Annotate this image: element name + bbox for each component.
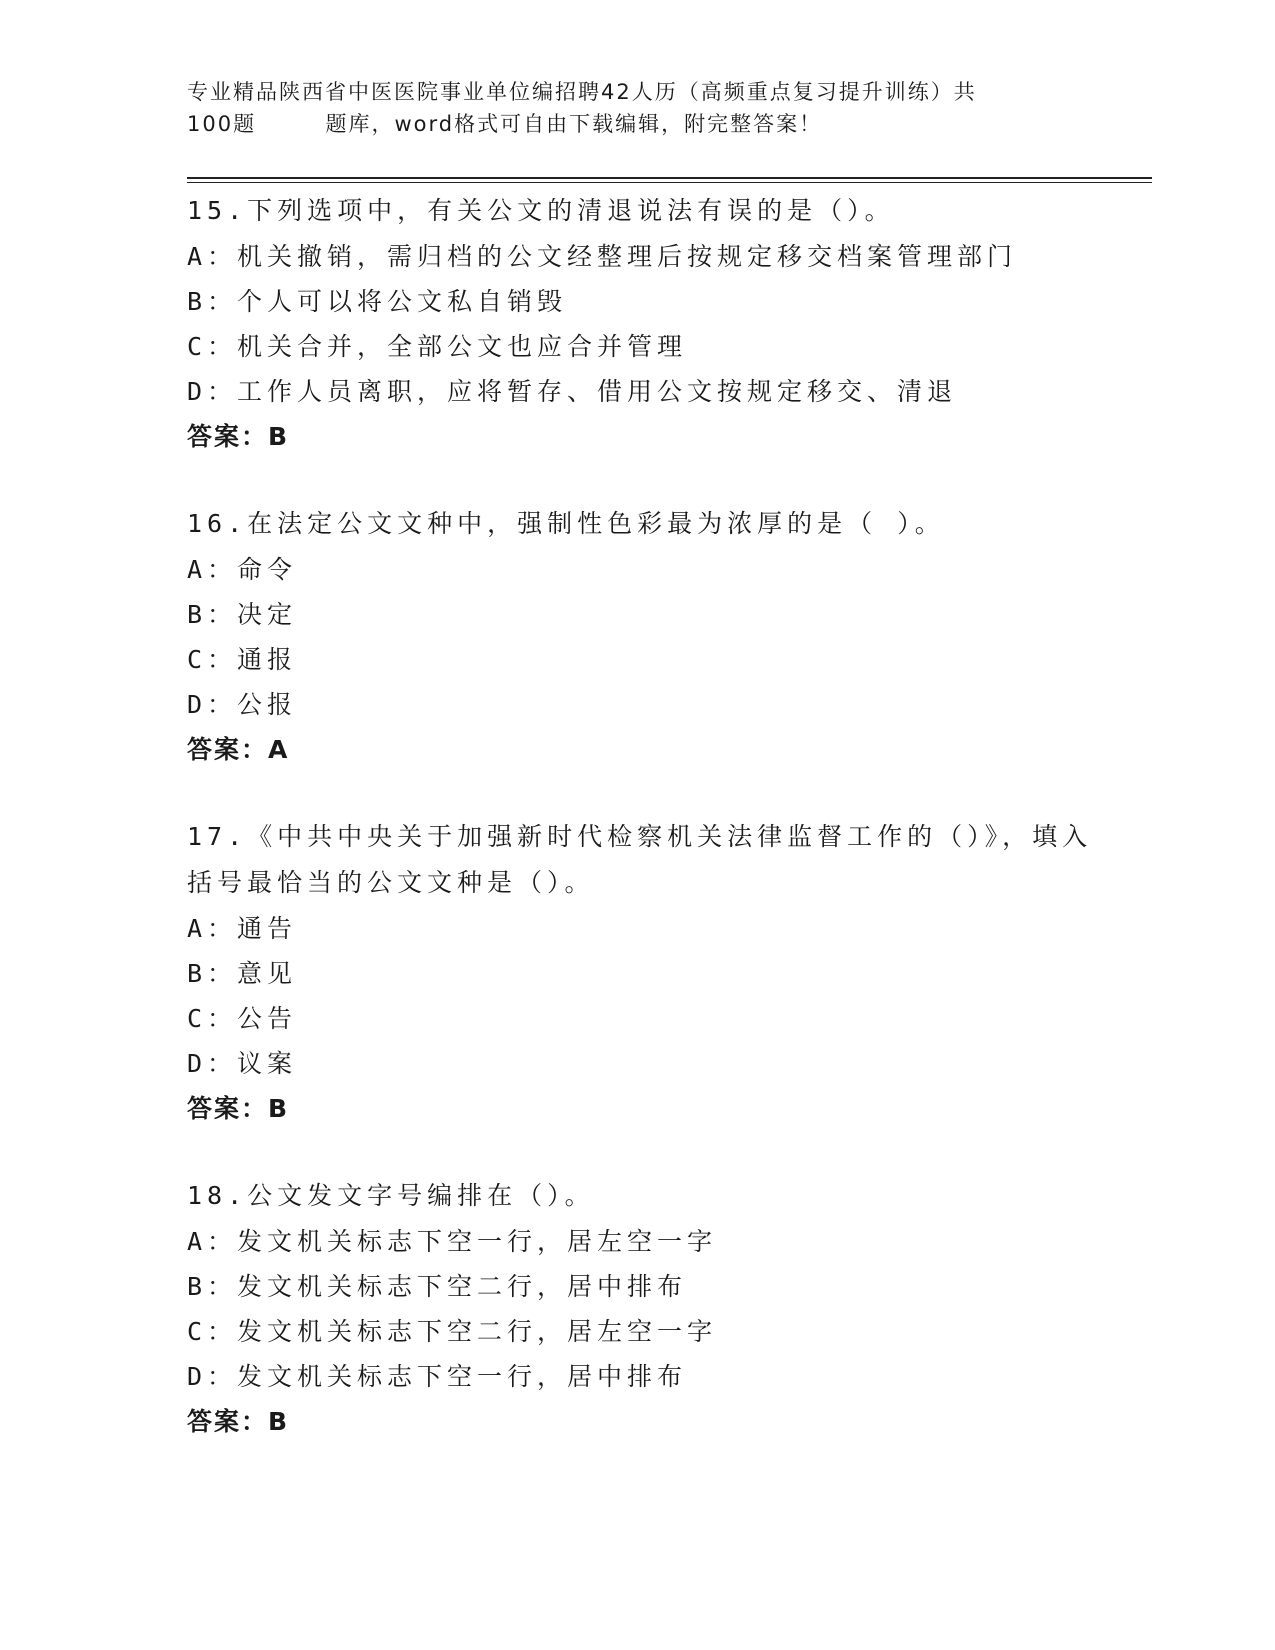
question-16 bbox=[187, 501, 1147, 773]
option-b: B：决定 bbox=[187, 600, 298, 629]
answer: 答案：A bbox=[187, 735, 290, 764]
question-stem: 16.在法定公文文种中，强制性色彩最为浓厚的是（ ）。 bbox=[187, 509, 945, 538]
option-a: A：通告 bbox=[187, 914, 298, 943]
question-stem: 18.公文发文字号编排在（）。 bbox=[187, 1181, 595, 1210]
question-stem-continued: 括号最恰当的公文文种是（）。 bbox=[187, 868, 595, 897]
option-c: C：公告 bbox=[187, 1004, 298, 1033]
header-line-1: 专业精品陕西省中医医院事业单位编招聘42人历（高频重点复习提升训练）共 bbox=[187, 80, 977, 104]
question-17 bbox=[187, 814, 1147, 1132]
document-header bbox=[187, 76, 1107, 140]
answer: 答案：B bbox=[187, 1094, 290, 1123]
option-d: D：发文机关标志下空一行，居中排布 bbox=[187, 1362, 688, 1391]
question-15 bbox=[187, 188, 1147, 460]
question-stem: 17.《中共中央关于加强新时代检察机关法律监督工作的（）》，填入 bbox=[187, 822, 1093, 851]
answer: 答案：B bbox=[187, 1407, 290, 1436]
option-b: B：发文机关标志下空二行，居中排布 bbox=[187, 1272, 688, 1301]
option-b: B：意见 bbox=[187, 959, 298, 988]
header-divider bbox=[187, 177, 1152, 183]
option-c: C：通报 bbox=[187, 645, 298, 674]
option-a: A：命令 bbox=[187, 555, 298, 584]
option-a: A：机关撤销，需归档的公文经整理后按规定移交档案管理部门 bbox=[187, 242, 1018, 271]
option-c: C：机关合并，全部公文也应合并管理 bbox=[187, 332, 688, 361]
answer: 答案：B bbox=[187, 422, 290, 451]
question-list bbox=[187, 188, 1147, 1486]
option-d: D：公报 bbox=[187, 690, 298, 719]
option-a: A：发文机关标志下空一行，居左空一字 bbox=[187, 1227, 718, 1256]
question-18 bbox=[187, 1173, 1147, 1445]
option-c: C：发文机关标志下空二行，居左空一字 bbox=[187, 1317, 718, 1346]
header-line-2: 100题 题库，word格式可自由下载编辑，附完整答案！ bbox=[187, 112, 823, 136]
question-stem: 15.下列选项中，有关公文的清退说法有误的是（）。 bbox=[187, 196, 895, 225]
option-d: D：工作人员离职，应将暂存、借用公文按规定移交、清退 bbox=[187, 377, 958, 406]
option-b: B：个人可以将公文私自销毁 bbox=[187, 287, 568, 316]
option-d: D：议案 bbox=[187, 1049, 298, 1078]
